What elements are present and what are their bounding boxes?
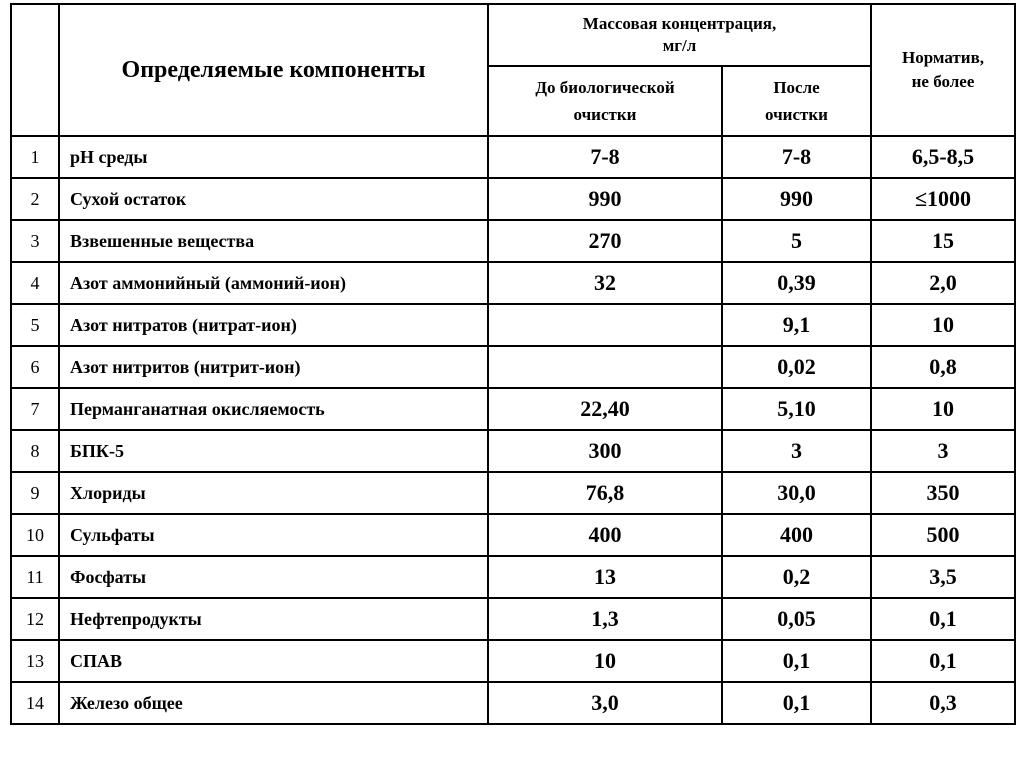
header-before — [488, 66, 722, 136]
header-before-line2: очистки — [573, 105, 637, 124]
value-norm: 3 — [871, 430, 1015, 472]
value-norm: 10 — [871, 304, 1015, 346]
value-before: 10 — [488, 640, 722, 682]
value-norm: 0,8 — [871, 346, 1015, 388]
header-before-line1: До биологической — [535, 78, 675, 97]
table-row — [11, 220, 1015, 262]
water-quality-table — [10, 3, 1016, 725]
value-after: 0,1 — [722, 682, 871, 724]
component-name: Перманганатная окисляемость — [59, 388, 488, 430]
table-row — [11, 346, 1015, 388]
value-before — [488, 304, 722, 346]
value-norm: ≤1000 — [871, 178, 1015, 220]
component-name: Азот нитритов (нитрит-ион) — [59, 346, 488, 388]
value-after: 9,1 — [722, 304, 871, 346]
value-before: 3,0 — [488, 682, 722, 724]
header-concentration-line1: Массовая концентрация, — [582, 14, 777, 33]
component-name: Сульфаты — [59, 514, 488, 556]
value-norm: 500 — [871, 514, 1015, 556]
value-norm: 0,1 — [871, 598, 1015, 640]
value-before: 300 — [488, 430, 722, 472]
header-norm — [871, 4, 1015, 136]
table-row — [11, 388, 1015, 430]
value-after: 7-8 — [722, 136, 871, 178]
value-norm: 15 — [871, 220, 1015, 262]
header-norm-line2: не более — [911, 72, 975, 91]
table-row — [11, 598, 1015, 640]
header-after-line1: После — [773, 78, 820, 97]
component-name: Азот аммонийный (аммоний-ион) — [59, 262, 488, 304]
table-row — [11, 262, 1015, 304]
row-number: 10 — [11, 514, 59, 556]
row-number: 1 — [11, 136, 59, 178]
value-before: 7-8 — [488, 136, 722, 178]
row-number: 3 — [11, 220, 59, 262]
component-name: СПАВ — [59, 640, 488, 682]
value-after: 0,2 — [722, 556, 871, 598]
component-name: Сухой остаток — [59, 178, 488, 220]
value-after: 3 — [722, 430, 871, 472]
component-name: Азот нитратов (нитрат-ион) — [59, 304, 488, 346]
header-concentration-line2: мг/л — [662, 36, 697, 55]
table-row — [11, 178, 1015, 220]
value-after: 0,02 — [722, 346, 871, 388]
component-name: Взвешенные вещества — [59, 220, 488, 262]
header-number-cell — [11, 4, 59, 136]
row-number: 7 — [11, 388, 59, 430]
value-norm: 6,5-8,5 — [871, 136, 1015, 178]
value-norm: 0,3 — [871, 682, 1015, 724]
header-concentration — [488, 4, 871, 66]
row-number: 5 — [11, 304, 59, 346]
value-after: 990 — [722, 178, 871, 220]
value-after: 30,0 — [722, 472, 871, 514]
value-after: 0,05 — [722, 598, 871, 640]
header-components: Определяемые компоненты — [59, 4, 488, 136]
value-after: 5 — [722, 220, 871, 262]
row-number: 8 — [11, 430, 59, 472]
value-before: 990 — [488, 178, 722, 220]
value-norm: 2,0 — [871, 262, 1015, 304]
value-before: 270 — [488, 220, 722, 262]
value-norm: 0,1 — [871, 640, 1015, 682]
component-name: БПК-5 — [59, 430, 488, 472]
value-before: 76,8 — [488, 472, 722, 514]
table-row — [11, 430, 1015, 472]
value-norm: 10 — [871, 388, 1015, 430]
value-before: 400 — [488, 514, 722, 556]
row-number: 13 — [11, 640, 59, 682]
header-after — [722, 66, 871, 136]
table-row — [11, 472, 1015, 514]
value-norm: 3,5 — [871, 556, 1015, 598]
table-row — [11, 682, 1015, 724]
value-after: 0,1 — [722, 640, 871, 682]
row-number: 4 — [11, 262, 59, 304]
value-after: 0,39 — [722, 262, 871, 304]
value-before: 32 — [488, 262, 722, 304]
component-name: Хлориды — [59, 472, 488, 514]
component-name: Железо общее — [59, 682, 488, 724]
value-before: 1,3 — [488, 598, 722, 640]
table-row — [11, 514, 1015, 556]
table-row — [11, 640, 1015, 682]
value-before: 13 — [488, 556, 722, 598]
value-after: 5,10 — [722, 388, 871, 430]
row-number: 9 — [11, 472, 59, 514]
row-number: 11 — [11, 556, 59, 598]
value-norm: 350 — [871, 472, 1015, 514]
component-name: рН среды — [59, 136, 488, 178]
value-before: 22,40 — [488, 388, 722, 430]
value-after: 400 — [722, 514, 871, 556]
table-row — [11, 304, 1015, 346]
table-row — [11, 556, 1015, 598]
row-number: 14 — [11, 682, 59, 724]
header-norm-line1: Норматив, — [901, 48, 985, 67]
row-number: 6 — [11, 346, 59, 388]
component-name: Фосфаты — [59, 556, 488, 598]
header-after-line2: очистки — [765, 105, 828, 124]
table-row — [11, 136, 1015, 178]
value-before — [488, 346, 722, 388]
row-number: 2 — [11, 178, 59, 220]
component-name: Нефтепродукты — [59, 598, 488, 640]
row-number: 12 — [11, 598, 59, 640]
